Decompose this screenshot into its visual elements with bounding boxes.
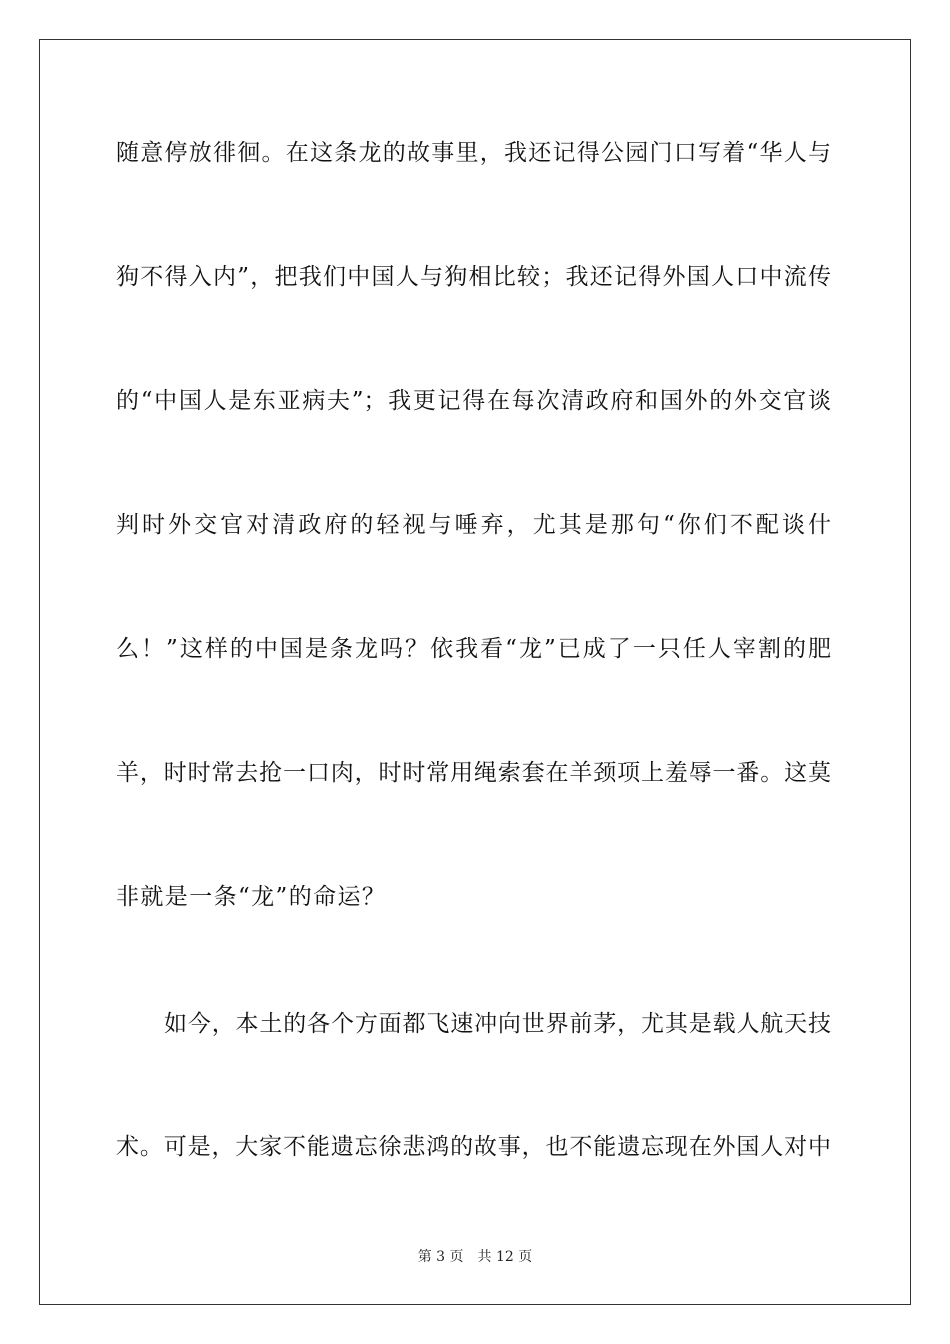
page-number-footer: 第 3 页 共 12 页 (417, 1249, 533, 1265)
paragraph-first-line: 如今，本土的各个方面都飞速冲向世界前茅，尤其是载人航天技 (164, 1011, 831, 1037)
text-line: 随意停放徘徊。在这条龙的故事里，我还记得公园门口写着“华人与 (116, 140, 831, 166)
text-line: 羊，时时常去抢一口肉，时时常用绳索套在羊颈项上羞辱一番。这莫 (116, 760, 831, 786)
text-line: 术。可是，大家不能遗忘徐悲鸿的故事，也不能遗忘现在外国人对中 (116, 1134, 831, 1160)
text-line: 么！”这样的中国是条龙吗？依我看“龙”已成了一只任人宰割的肥 (116, 636, 831, 662)
text-line: 非就是一条“龙”的命运？ (116, 884, 387, 910)
text-line: 的“中国人是东亚病夫”；我更记得在每次清政府和国外的外交官谈 (116, 388, 831, 414)
page-border (39, 39, 911, 1305)
text-line: 狗不得入内”，把我们中国人与狗相比较；我还记得外国人口中流传 (116, 264, 831, 290)
text-line: 判时外交官对清政府的轻视与唾弃，尤其是那句“你们不配谈什 (116, 512, 831, 538)
